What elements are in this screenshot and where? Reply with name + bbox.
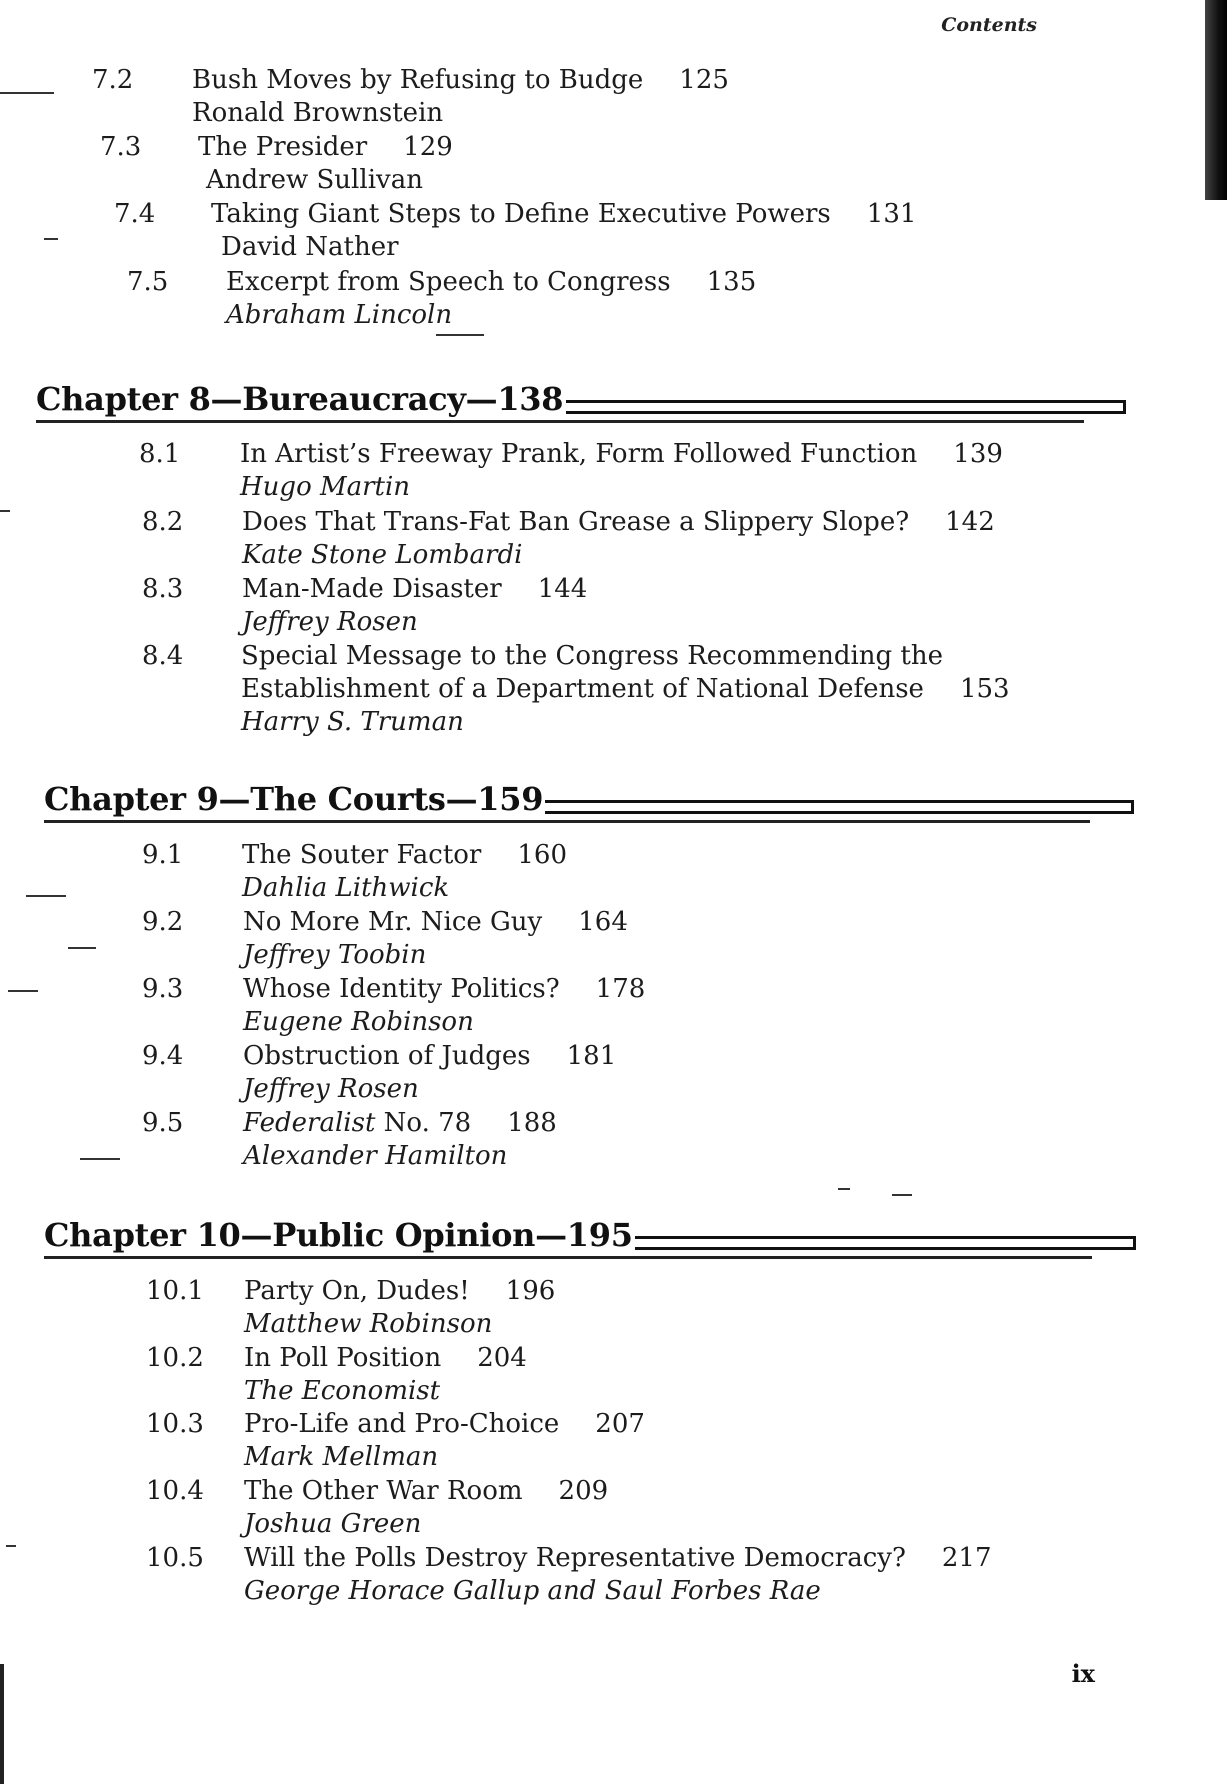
chapter-heading-text: Chapter 9—The Courts—159 <box>44 780 544 818</box>
chapter-rule <box>592 1236 1136 1250</box>
entry-author: Abraham Lincoln <box>226 300 453 330</box>
toc-entry-7-3[interactable] <box>100 131 800 197</box>
entry-number: 7.2 <box>92 65 134 95</box>
entry-number: 9.4 <box>142 1041 184 1071</box>
entry-page: 129 <box>403 132 453 162</box>
entry-title: Bush Moves by Refusing to Budge <box>192 65 644 95</box>
scan-mark <box>8 990 38 992</box>
entry-number: 9.5 <box>142 1108 184 1138</box>
entry-title: Does That Trans-Fat Ban Grease a Slippery Slope? <box>242 507 910 537</box>
entry-title: Whose Identity Politics? <box>243 974 560 1004</box>
page-number: ix <box>1071 1659 1095 1688</box>
chapter-rule <box>566 400 1126 414</box>
running-head: Contents <box>941 14 1037 36</box>
entry-title: Excerpt from Speech to Congress <box>226 267 671 297</box>
toc-entry-7-2[interactable] <box>92 64 792 130</box>
entry-author: Kate Stone Lombardi <box>242 540 523 570</box>
chapter-heading-10[interactable] <box>44 1216 635 1256</box>
toc-entry-10-2[interactable] <box>146 1342 1046 1408</box>
entry-title-continued: Establishment of a Department of National Defense <box>241 674 924 704</box>
entry-title: The Souter Factor <box>242 840 482 870</box>
entry-number: 8.3 <box>142 574 184 604</box>
entry-number: 10.1 <box>146 1276 204 1306</box>
entry-page: 153 <box>959 674 1010 704</box>
entry-title: In Artist’s Freeway Prank, Form Followed Function <box>240 439 918 469</box>
toc-entry-7-4[interactable] <box>114 198 917 264</box>
entry-title: Pro-Life and Pro-Choice <box>244 1409 560 1439</box>
toc-entry-8-3[interactable] <box>142 573 1042 639</box>
entry-number: 7.5 <box>127 267 169 297</box>
entry-title: Obstruction of Judges <box>243 1041 531 1071</box>
chapter-underline <box>44 1256 1092 1259</box>
entry-title: Will the Polls Destroy Representative Democracy? <box>244 1543 906 1573</box>
entry-page: 144 <box>537 574 588 604</box>
scan-mark <box>0 92 54 94</box>
entry-author: Ronald Brownstein <box>192 98 444 128</box>
entry-number: 7.3 <box>100 132 142 162</box>
entry-title <box>243 1107 1042 1140</box>
entry-title: The Other War Room <box>244 1476 523 1506</box>
entry-author: Jeffrey Rosen <box>243 1074 419 1104</box>
scan-mark <box>26 895 66 897</box>
entry-number: 9.1 <box>142 840 184 870</box>
scan-mark <box>0 510 10 512</box>
entry-number: 10.4 <box>146 1476 204 1506</box>
entry-page: 135 <box>706 267 757 297</box>
entry-page: 131 <box>866 199 917 229</box>
entry-title: The Presider <box>198 132 368 162</box>
entry-page: 188 <box>507 1108 557 1138</box>
entry-page: 160 <box>517 840 567 870</box>
entry-title-italic-part: Federalist <box>243 1108 376 1138</box>
toc-entry-10-3[interactable] <box>146 1408 1046 1474</box>
scan-mark <box>68 947 96 949</box>
toc-entry-8-4[interactable] <box>142 640 1102 739</box>
scan-mark <box>436 334 484 336</box>
entry-author: Joshua Green <box>244 1509 422 1539</box>
entry-page: 178 <box>595 974 646 1004</box>
toc-entry-9-3[interactable] <box>142 973 1042 1039</box>
entry-number: 8.4 <box>142 641 184 671</box>
entry-page: 209 <box>558 1476 609 1506</box>
entry-author: Jeffrey Toobin <box>243 940 427 970</box>
entry-author: The Economist <box>244 1376 441 1406</box>
entry-author: Mark Mellman <box>244 1442 439 1472</box>
entry-number: 10.5 <box>146 1543 204 1573</box>
entry-title: Man-Made Disaster <box>242 574 502 604</box>
toc-entry-9-5[interactable] <box>142 1107 1042 1173</box>
entry-author: Hugo Martin <box>240 472 411 502</box>
scan-mark <box>6 1545 16 1547</box>
entry-number: 7.4 <box>114 199 156 229</box>
toc-entry-7-5[interactable] <box>127 266 827 332</box>
entry-author: David Nather <box>221 232 399 262</box>
entry-number: 9.3 <box>142 974 184 1004</box>
toc-entry-8-2[interactable] <box>142 506 1042 572</box>
entry-number: 8.1 <box>139 439 181 469</box>
toc-entry-9-2[interactable] <box>142 906 1042 972</box>
chapter-heading-text: Chapter 10—Public Opinion—195 <box>44 1216 633 1254</box>
entry-title: Special Message to the Congress Recommending the <box>241 641 944 671</box>
scan-mark <box>838 1188 850 1190</box>
toc-entry-9-1[interactable] <box>142 839 1042 905</box>
chapter-heading-9[interactable] <box>44 780 545 820</box>
entry-author: George Horace Gallup and Saul Forbes Rae <box>244 1576 821 1606</box>
chapter-rule <box>534 800 1134 814</box>
entry-title: No More Mr. Nice Guy <box>243 907 543 937</box>
toc-entry-10-4[interactable] <box>146 1475 1046 1541</box>
entry-author: Jeffrey Rosen <box>242 607 418 637</box>
entry-page: 139 <box>953 439 1003 469</box>
entry-number: 9.2 <box>142 907 184 937</box>
chapter-heading-text: Chapter 8—Bureaucracy—138 <box>36 380 564 418</box>
entry-page: 217 <box>941 1543 992 1573</box>
entry-page: 204 <box>477 1343 527 1373</box>
entry-title: In Poll Position <box>244 1343 442 1373</box>
scan-mark <box>44 238 58 240</box>
entry-title-rest: No. 78 <box>375 1108 472 1138</box>
scan-mark <box>80 1158 120 1160</box>
entry-title: Taking Giant Steps to Define Executive Powers <box>211 199 831 229</box>
entry-author: Alexander Hamilton <box>243 1141 508 1171</box>
toc-entry-10-1[interactable] <box>146 1275 1046 1341</box>
entry-author: Matthew Robinson <box>244 1309 493 1339</box>
entry-author: Andrew Sullivan <box>206 165 423 195</box>
entry-title: Party On, Dudes! <box>244 1276 470 1306</box>
entry-number: 10.2 <box>146 1343 204 1373</box>
chapter-heading-8[interactable] <box>36 380 565 420</box>
entry-number: 8.2 <box>142 507 184 537</box>
scan-mark <box>892 1194 912 1196</box>
toc-entry-9-4[interactable] <box>142 1040 1042 1106</box>
entry-page: 181 <box>566 1041 617 1071</box>
toc-entry-8-1[interactable] <box>139 438 1039 504</box>
entry-page: 125 <box>679 65 729 95</box>
chapter-underline <box>36 420 1084 423</box>
entry-author: Eugene Robinson <box>243 1007 474 1037</box>
entry-author: Harry S. Truman <box>241 707 464 737</box>
scan-page-edge-bottom <box>0 1664 4 1784</box>
toc-entry-10-5[interactable] <box>146 1542 1086 1608</box>
entry-page: 142 <box>945 507 995 537</box>
entry-page: 164 <box>578 907 628 937</box>
entry-page: 196 <box>505 1276 556 1306</box>
entry-author: Dahlia Lithwick <box>242 873 450 903</box>
entry-page: 207 <box>595 1409 645 1439</box>
entry-number: 10.3 <box>146 1409 204 1439</box>
chapter-underline <box>44 820 1090 823</box>
scan-page-edge <box>1205 0 1227 200</box>
